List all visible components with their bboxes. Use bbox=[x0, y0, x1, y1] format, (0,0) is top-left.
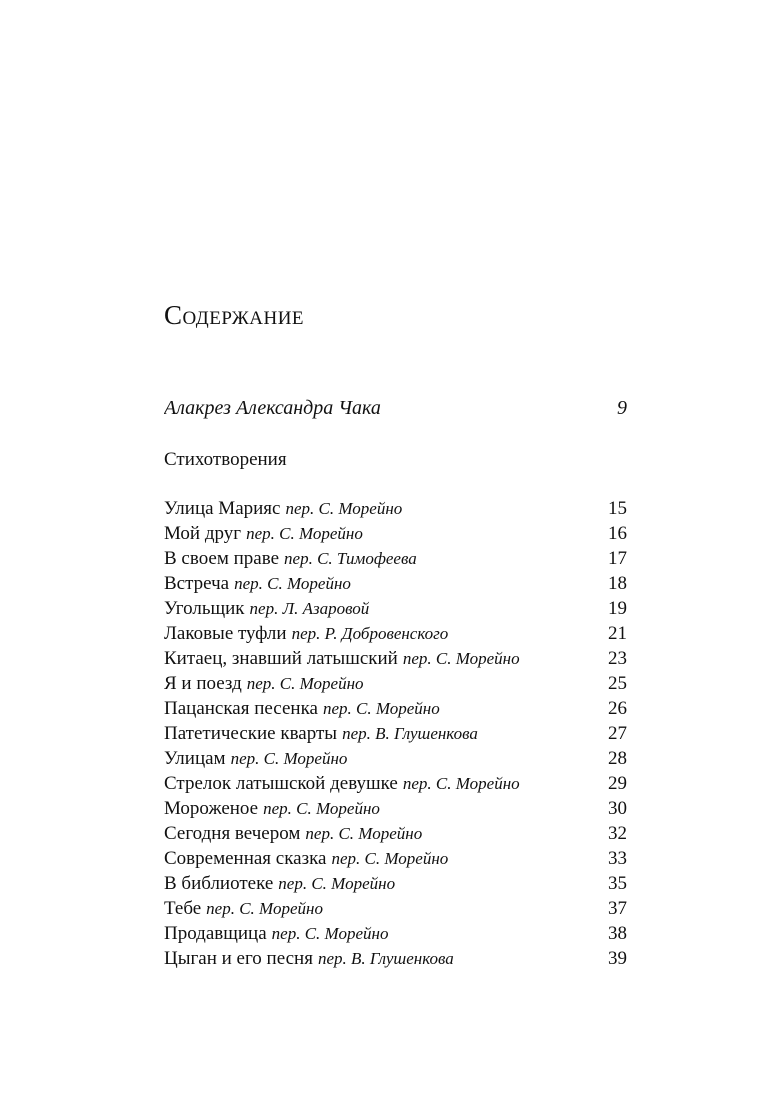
toc-entry-text bbox=[164, 896, 608, 921]
page-number: 18 bbox=[608, 573, 627, 594]
toc-entry-text bbox=[164, 796, 608, 821]
page-number: 17 bbox=[608, 548, 627, 569]
toc-entry[interactable] bbox=[164, 571, 627, 596]
page-number: 21 bbox=[608, 623, 627, 644]
page-number: 38 bbox=[608, 923, 627, 944]
page-number: 29 bbox=[608, 773, 627, 794]
toc-entry[interactable] bbox=[164, 796, 627, 821]
toc-entry-text bbox=[164, 671, 608, 696]
page-title: Содержание bbox=[164, 300, 305, 330]
toc-entry-text bbox=[164, 621, 608, 646]
toc-entry-text bbox=[164, 946, 608, 971]
toc-entry[interactable] bbox=[164, 821, 627, 846]
translator-credit: пер. С. Морейно bbox=[246, 674, 364, 693]
toc-entry[interactable] bbox=[164, 921, 627, 946]
toc-entry-text bbox=[164, 696, 608, 721]
translator-credit: пер. С. Морейно bbox=[263, 799, 380, 818]
poem-title: Мой друг bbox=[164, 523, 242, 544]
poem-title: Сегодня вечером bbox=[164, 823, 301, 844]
page-number: 16 bbox=[608, 523, 627, 544]
poem-title: Лаковые туфли bbox=[164, 623, 287, 644]
toc-entry[interactable] bbox=[164, 946, 627, 971]
translator-credit: пер. Л. Азаровой bbox=[249, 599, 370, 618]
page-number: 26 bbox=[608, 698, 627, 719]
page-number: 25 bbox=[608, 673, 627, 694]
translator-credit: пер. С. Морейно bbox=[305, 824, 423, 843]
toc-entry-text bbox=[164, 546, 608, 571]
poem-title: Встреча bbox=[164, 573, 230, 594]
translator-credit: пер. С. Морейно bbox=[331, 849, 449, 868]
toc-entry[interactable] bbox=[164, 846, 627, 871]
toc-entry[interactable] bbox=[164, 871, 627, 896]
translator-credit: пер. С. Морейно bbox=[271, 924, 389, 943]
toc-entry-text bbox=[164, 571, 608, 596]
toc-entry[interactable] bbox=[164, 521, 627, 546]
poems-list bbox=[164, 496, 627, 971]
intro-page-number: 9 bbox=[617, 397, 627, 419]
poem-title: В своем праве bbox=[164, 548, 280, 569]
toc-entry[interactable] bbox=[164, 646, 627, 671]
poem-title: Тебе bbox=[164, 898, 202, 919]
page-number: 23 bbox=[608, 648, 627, 669]
page-number: 37 bbox=[608, 898, 627, 919]
poem-title: Улицам bbox=[164, 748, 226, 769]
translator-credit: пер. С. Морейно bbox=[230, 749, 348, 768]
toc-entry[interactable] bbox=[164, 496, 627, 521]
translator-credit: пер. С. Морейно bbox=[402, 774, 520, 793]
page-number: 28 bbox=[608, 748, 627, 769]
toc-entry-text bbox=[164, 921, 608, 946]
toc-entry-text bbox=[164, 821, 608, 846]
toc-entry[interactable] bbox=[164, 696, 627, 721]
toc-entry-text bbox=[164, 596, 608, 621]
toc-entry-text bbox=[164, 871, 608, 896]
toc-entry-intro[interactable] bbox=[164, 396, 627, 421]
page-number: 27 bbox=[608, 723, 627, 744]
toc-entry[interactable] bbox=[164, 746, 627, 771]
toc-entry[interactable] bbox=[164, 546, 627, 571]
page-number: 39 bbox=[608, 948, 627, 969]
toc-entry-text bbox=[164, 771, 608, 796]
poem-title: Продавщица bbox=[164, 923, 267, 944]
translator-credit: пер. С. Морейно bbox=[234, 574, 351, 593]
translator-credit: пер. В. Глушенкова bbox=[342, 724, 478, 743]
poem-title: Угольщик bbox=[164, 598, 245, 619]
page-number: 33 bbox=[608, 848, 627, 869]
section-heading-poems: Стихотворения bbox=[164, 449, 287, 470]
poem-title: Я и поезд bbox=[164, 673, 242, 694]
poem-title: В библиотеке bbox=[164, 873, 274, 894]
toc-entry-text bbox=[164, 646, 608, 671]
poem-title: Цыган и его песня bbox=[164, 948, 313, 969]
translator-credit: пер. С. Морейно bbox=[402, 649, 520, 668]
poem-title: Мороженое bbox=[164, 798, 259, 819]
translator-credit: пер. С. Тимофеева bbox=[284, 549, 417, 568]
toc-entry-text bbox=[164, 721, 608, 746]
poem-title: Патетические кварты bbox=[164, 723, 338, 744]
page-number: 32 bbox=[608, 823, 627, 844]
toc-entry-text bbox=[164, 746, 608, 771]
translator-credit: пер. С. Морейно bbox=[278, 874, 396, 893]
toc-entry-text bbox=[164, 496, 608, 521]
page-number: 35 bbox=[608, 873, 627, 894]
toc-entry[interactable] bbox=[164, 721, 627, 746]
translator-credit: пер. С. Морейно bbox=[206, 899, 323, 918]
poem-title: Китаец, знавший латышский bbox=[164, 648, 398, 669]
poem-title: Современная сказка bbox=[164, 848, 327, 869]
translator-credit: пер. В. Глушенкова bbox=[317, 949, 454, 968]
translator-credit: пер. С. Морейно bbox=[246, 524, 363, 543]
translator-credit: пер. С. Морейно bbox=[322, 699, 440, 718]
intro-title: Алакрез Александра Чака bbox=[164, 397, 381, 419]
toc-entry-text bbox=[164, 521, 608, 546]
translator-credit: пер. Р. Добровенского bbox=[291, 624, 449, 643]
page-number: 19 bbox=[608, 598, 627, 619]
poem-title: Пацанская песенка bbox=[164, 698, 318, 719]
page-number: 30 bbox=[608, 798, 627, 819]
poem-title: Улица Марияс bbox=[164, 498, 281, 519]
translator-credit: пер. С. Морейно bbox=[285, 499, 403, 518]
toc-entry-text bbox=[164, 846, 608, 871]
toc-entry[interactable] bbox=[164, 596, 627, 621]
toc-entry[interactable] bbox=[164, 771, 627, 796]
toc-entry[interactable] bbox=[164, 896, 627, 921]
page-number: 15 bbox=[608, 498, 627, 519]
poem-title: Стрелок латышской девушке bbox=[164, 773, 398, 794]
table-of-contents bbox=[164, 396, 627, 971]
toc-entry[interactable] bbox=[164, 621, 627, 646]
toc-entry[interactable] bbox=[164, 671, 627, 696]
